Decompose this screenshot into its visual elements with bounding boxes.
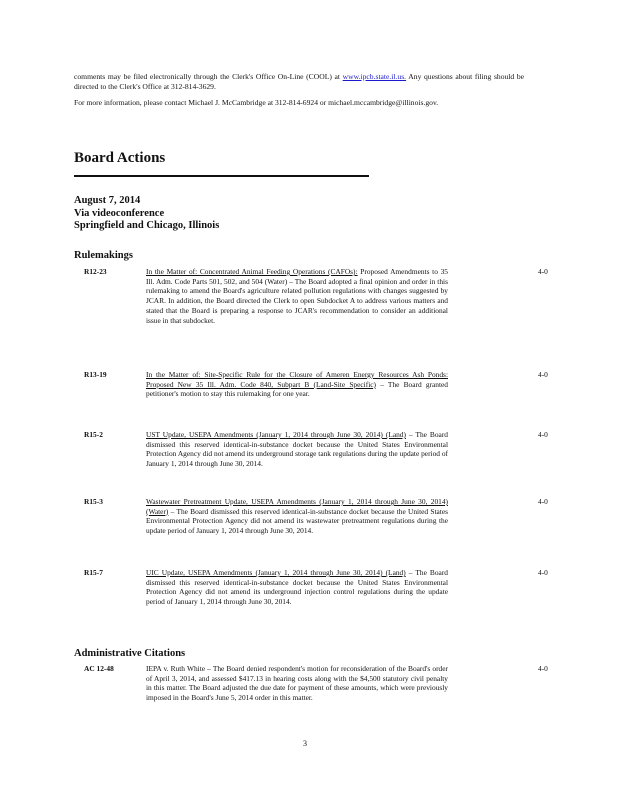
entry-body bbox=[146, 370, 448, 399]
docket-number: R15-2 bbox=[84, 430, 103, 439]
meeting-info bbox=[74, 195, 219, 233]
entry-body bbox=[146, 430, 448, 469]
vote-count: 4-0 bbox=[538, 267, 548, 276]
entry-text: – The Board denied respondent's motion for reconsideration of the Board's order of April 3, 2014, and assessed $417.13 in hearing costs along with the $4,500 statutory civil penalty in this matter. The Board adjusted the due date for payment of these amounts, which were previously imposed in the Board's June 5, 2014 order in this matter. bbox=[146, 664, 448, 703]
cool-website-link[interactable]: www.ipcb.state.il.us. bbox=[342, 72, 407, 81]
vote-count: 4-0 bbox=[538, 664, 548, 673]
entry-text: – The Board dismissed this reserved identical-in-substance docket because the United States Environmental Protection Agency did not amend its underground storage tank regulations during the update period of January 1, 2014 through June 30, 2014. bbox=[146, 430, 448, 469]
entry-text: – The Board dismissed this reserved identical-in-substance docket because the United States Environmental Protection Agency did not amend its underground injection control regulations during the update period of January 1, 2014 through June 30, 2014. bbox=[146, 568, 448, 607]
case-title: In the Matter of: Concentrated Animal Feeding Operations (CAFOs): bbox=[146, 267, 358, 276]
vote-count: 4-0 bbox=[538, 370, 548, 379]
filing-paragraph: comments may be filed electronically through the Clerk's Office On-Line (COOL) at www.ipcb.state.il.us. Any questions about filing should be directed to the Clerk's Office at 312-814-3629. bbox=[74, 72, 525, 92]
rulemakings-heading: Rulemakings bbox=[74, 250, 133, 261]
title-divider bbox=[74, 175, 369, 177]
docket-number: R12-23 bbox=[84, 267, 107, 276]
vote-count: 4-0 bbox=[538, 430, 548, 439]
entry-text: Proposed Amendments to 35 Ill. Adm. Code Parts 501, 502, and 504 (Water) – The Board adopted a final opinion and order in this rulemaking to amend the Board's agriculture related pollution regulations with changes suggested by JCAR. In addition, the Board directed the Clerk to open Subdocket A to address various matters and stated that the Board is preparing a response to JCAR's recommendation to consider an additional issue in that subdocket. bbox=[146, 267, 448, 325]
meeting-location: Springfield and Chicago, Illinois bbox=[74, 220, 220, 231]
case-title: IEPA v. Ruth White bbox=[146, 664, 206, 673]
entry-body bbox=[146, 664, 448, 703]
intro-block bbox=[74, 72, 524, 109]
page-number: 3 bbox=[303, 739, 307, 748]
contact-paragraph: For more information, please contact Michael J. McCambridge at 312-814-6924 or michael.mccambridge@illinois.gov. bbox=[74, 98, 439, 108]
administrative-citations-heading: Administrative Citations bbox=[74, 648, 186, 659]
entry-text: – The Board dismissed this reserved identical-in-substance docket because the United States Environmental Protection Agency did not amend its wastewater pretreatment regulations during the update period of January 1, 2014 through June 30, 2014. bbox=[146, 506, 448, 536]
docket-number: AC 12-48 bbox=[84, 664, 114, 673]
docket-number: R13-19 bbox=[84, 370, 107, 379]
case-title: UIC Update, USEPA Amendments (January 1, 2014 through June 30, 2014) (Land) bbox=[146, 568, 406, 577]
meeting-date: August 7, 2014 bbox=[74, 195, 141, 206]
case-title: Wastewater Pretreatment Update, USEPA Amendments (January 1, 2014 through June 30, 2014) (Water) bbox=[146, 497, 448, 516]
case-title: In the Matter of: Site-Specific Rule for the Closure of Ameren Energy Resources Ash Ponds: Proposed New 35 Ill. Adm. Code 840, Subpart B (Land-Site Specific) bbox=[146, 370, 448, 389]
meeting-via: Via videoconference bbox=[74, 207, 165, 219]
entry-body bbox=[146, 568, 448, 607]
docket-number: R15-3 bbox=[84, 497, 103, 506]
entry-text: – The Board granted petitioner's motion to stay this rulemaking for one year. bbox=[146, 379, 448, 399]
case-title: UST Update, USEPA Amendments (January 1, 2014 through June 30, 2014) (Land) bbox=[146, 430, 406, 439]
section-title: Board Actions bbox=[74, 150, 166, 166]
entry-body bbox=[146, 497, 448, 536]
vote-count: 4-0 bbox=[538, 497, 548, 506]
vote-count: 4-0 bbox=[538, 568, 548, 577]
docket-number: R15-7 bbox=[84, 568, 103, 577]
entry-body bbox=[146, 267, 448, 325]
